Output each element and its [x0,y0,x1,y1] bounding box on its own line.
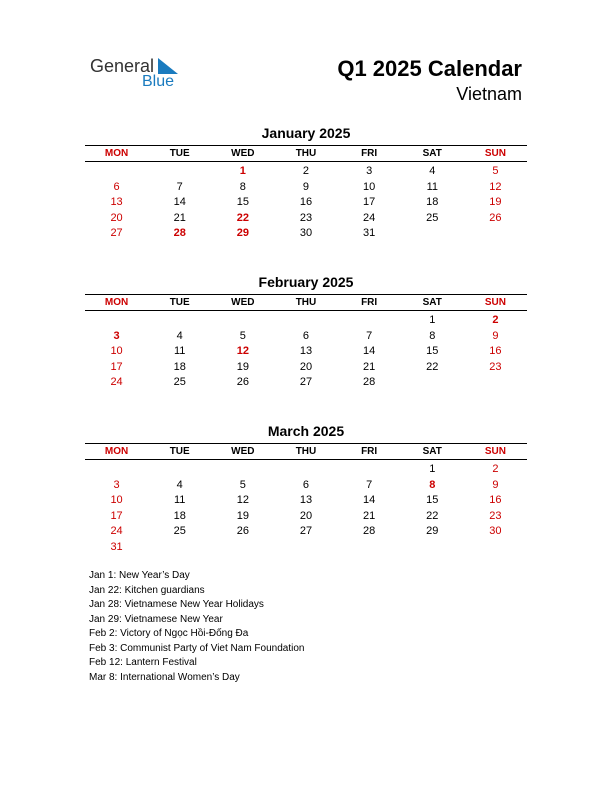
holiday-item: Feb 12: Lantern Festival [89,657,197,668]
holiday-item: Jan 1: New Year’s Day [89,570,190,581]
day-cell: 15 [426,494,439,506]
day-cell: 5 [239,478,246,491]
day-cell: 31 [110,540,123,553]
day-cell: 19 [236,509,249,522]
weekday-header: FRI [361,148,378,159]
weekday-header: WED [231,148,255,159]
day-cell: 5 [492,165,499,177]
day-cell: 9 [492,478,499,491]
day-cell: 30 [489,525,502,537]
day-cell: 12 [236,345,249,357]
month-title: January 2025 [261,125,351,141]
week-row [85,313,527,329]
day-cell: 26 [236,376,249,388]
day-cell [274,462,337,478]
day-cell [211,462,274,478]
day-cell: 14 [173,196,186,208]
day-cell: 21 [363,509,376,522]
weekday-header: THU [295,446,317,457]
day-cell: 20 [299,360,313,373]
day-cell [464,375,527,391]
day-cell: 20 [299,509,313,522]
week-row [85,493,527,509]
day-cell: 11 [174,345,186,357]
logo-general-text: General [90,56,155,76]
day-cell: 19 [489,196,502,208]
day-cell: 28 [363,525,376,537]
weekday-header: WED [231,446,255,457]
day-cell: 19 [236,360,249,373]
day-cell [148,540,211,556]
weekday-header: SAT [422,297,442,308]
week-row [85,164,527,180]
day-cell: 26 [236,525,249,537]
day-cell: 28 [363,376,376,388]
holiday-list [89,569,304,685]
day-cell: 14 [363,494,376,506]
day-cell: 4 [429,165,436,177]
day-cell [211,313,274,329]
week-row [85,462,527,478]
holiday-item: Jan 29: Vietnamese New Year [89,613,223,625]
weekday-header: WED [231,297,255,308]
day-cell: 1 [239,165,246,177]
day-cell: 17 [110,360,123,373]
weekday-header: SAT [422,446,442,457]
weekday-header: TUE [169,446,190,457]
country-name: Vietnam [456,84,522,104]
weekday-header-row [85,145,527,162]
weekday-header: THU [295,297,317,308]
day-cell: 25 [173,376,186,388]
day-cell [464,540,527,556]
weekday-header: SUN [484,297,506,308]
day-cell: 3 [366,165,373,177]
day-cell [274,540,337,556]
day-cell: 11 [426,180,438,193]
weekday-header: SUN [484,446,506,457]
day-cell [148,164,211,180]
day-cell: 21 [363,360,376,373]
holiday-item: Feb 3: Communist Party of Viet Nam Foundation [89,642,305,654]
holiday-item: Feb 2: Victory of Ngọc Hồi-Đống Đa [89,628,249,639]
day-cell: 5 [239,329,246,342]
day-cell [338,462,401,478]
day-cell [401,226,464,242]
day-cell: 29 [236,227,249,239]
day-cell: 18 [173,360,186,373]
week-row [85,375,527,391]
day-cell: 25 [426,211,439,224]
weekday-header: SUN [484,148,506,159]
day-cell: 17 [363,196,376,208]
day-cell: 10 [110,345,123,357]
day-cell: 8 [239,180,246,193]
day-cell [85,462,148,478]
weekday-header: FRI [361,297,378,308]
day-cell: 23 [299,211,313,224]
day-cell: 4 [176,478,183,491]
day-cell [464,226,527,242]
day-cell: 12 [236,494,249,506]
day-cell: 10 [363,180,376,193]
day-cell: 23 [489,360,502,373]
day-cell: 7 [176,180,183,193]
day-cell: 23 [489,509,502,522]
day-cell: 4 [176,329,183,342]
day-cell: 16 [489,494,502,506]
day-cell: 24 [110,525,123,537]
holiday-item: Jan 28: Vietnamese New Year Holidays [89,599,264,610]
day-cell: 11 [174,494,186,506]
weekday-header: MON [104,297,129,308]
day-cell [148,313,211,329]
day-cell: 9 [492,329,499,342]
weekday-header: TUE [169,148,190,159]
day-cell: 16 [299,196,313,208]
day-cell [401,375,464,391]
day-cell: 1 [429,463,436,475]
day-cell: 13 [299,345,313,357]
day-cell: 10 [110,494,123,506]
day-cell: 7 [366,478,373,491]
day-cell [85,313,148,329]
day-cell: 3 [113,478,120,491]
weekday-header: THU [295,148,317,159]
day-cell: 27 [299,525,313,537]
weekday-header-row [85,443,527,460]
day-cell: 26 [489,211,502,224]
week-row [85,329,527,345]
day-cell: 12 [489,180,502,193]
weekday-header: FRI [361,446,378,457]
day-cell: 16 [489,345,502,357]
day-cell [85,164,148,180]
week-row [85,524,527,540]
weekday-header-row [85,294,527,311]
day-cell: 29 [426,525,439,537]
day-cell: 8 [429,329,436,342]
week-row [85,195,527,211]
day-cell [338,540,401,556]
day-cell: 15 [236,196,249,208]
day-cell: 27 [110,227,123,239]
day-cell: 17 [110,509,123,522]
week-row [85,509,527,525]
day-cell: 22 [426,509,439,522]
day-cell: 2 [492,314,499,326]
day-cell: 27 [299,376,313,388]
day-cell: 20 [110,211,123,224]
day-cell: 30 [299,227,313,239]
day-cell: 6 [113,180,120,193]
week-row [85,540,527,556]
week-row [85,360,527,376]
day-cell: 3 [113,329,120,342]
day-cell: 18 [426,196,439,208]
day-cell: 1 [429,314,436,326]
day-cell: 22 [236,211,249,224]
day-cell: 31 [363,227,376,239]
holiday-item: Mar 8: International Women’s Day [89,671,240,683]
month-calendar [85,124,527,242]
weekday-header: TUE [169,297,190,308]
day-cell [211,540,274,556]
day-cell: 13 [110,196,123,208]
day-cell: 24 [110,376,123,388]
week-row [85,344,527,360]
day-cell: 9 [302,180,310,193]
weekday-header: MON [104,148,129,159]
day-cell: 21 [173,211,186,224]
day-cell: 7 [366,329,373,342]
page-title: Q1 2025 Calendar [337,56,522,81]
day-cell: 18 [173,509,186,522]
day-cell [148,462,211,478]
week-row [85,226,527,242]
day-cell: 22 [426,360,439,373]
month-calendar [85,273,527,391]
logo-flag-icon [158,58,178,74]
week-row [85,211,527,227]
month-calendar [85,422,527,555]
holiday-item: Jan 22: Kitchen guardians [89,584,205,596]
day-cell: 2 [492,463,499,475]
weekday-header: MON [104,446,129,457]
day-cell: 15 [426,345,439,357]
day-cell: 13 [299,494,313,506]
day-cell: 24 [363,211,376,224]
day-cell [401,540,464,556]
weekday-header: SAT [422,148,442,159]
generalblue-logo [90,56,190,96]
day-cell [274,313,337,329]
day-cell: 14 [363,345,376,357]
day-cell: 6 [302,329,310,342]
day-cell: 2 [302,165,310,177]
day-cell: 8 [429,478,436,491]
logo-blue-text: Blue [142,73,175,90]
day-cell: 25 [173,525,186,537]
month-title: March 2025 [267,423,345,439]
week-row [85,478,527,494]
day-cell [338,313,401,329]
month-title: February 2025 [258,274,354,290]
week-row [85,180,527,196]
day-cell: 28 [173,227,186,239]
day-cell: 6 [302,478,310,491]
